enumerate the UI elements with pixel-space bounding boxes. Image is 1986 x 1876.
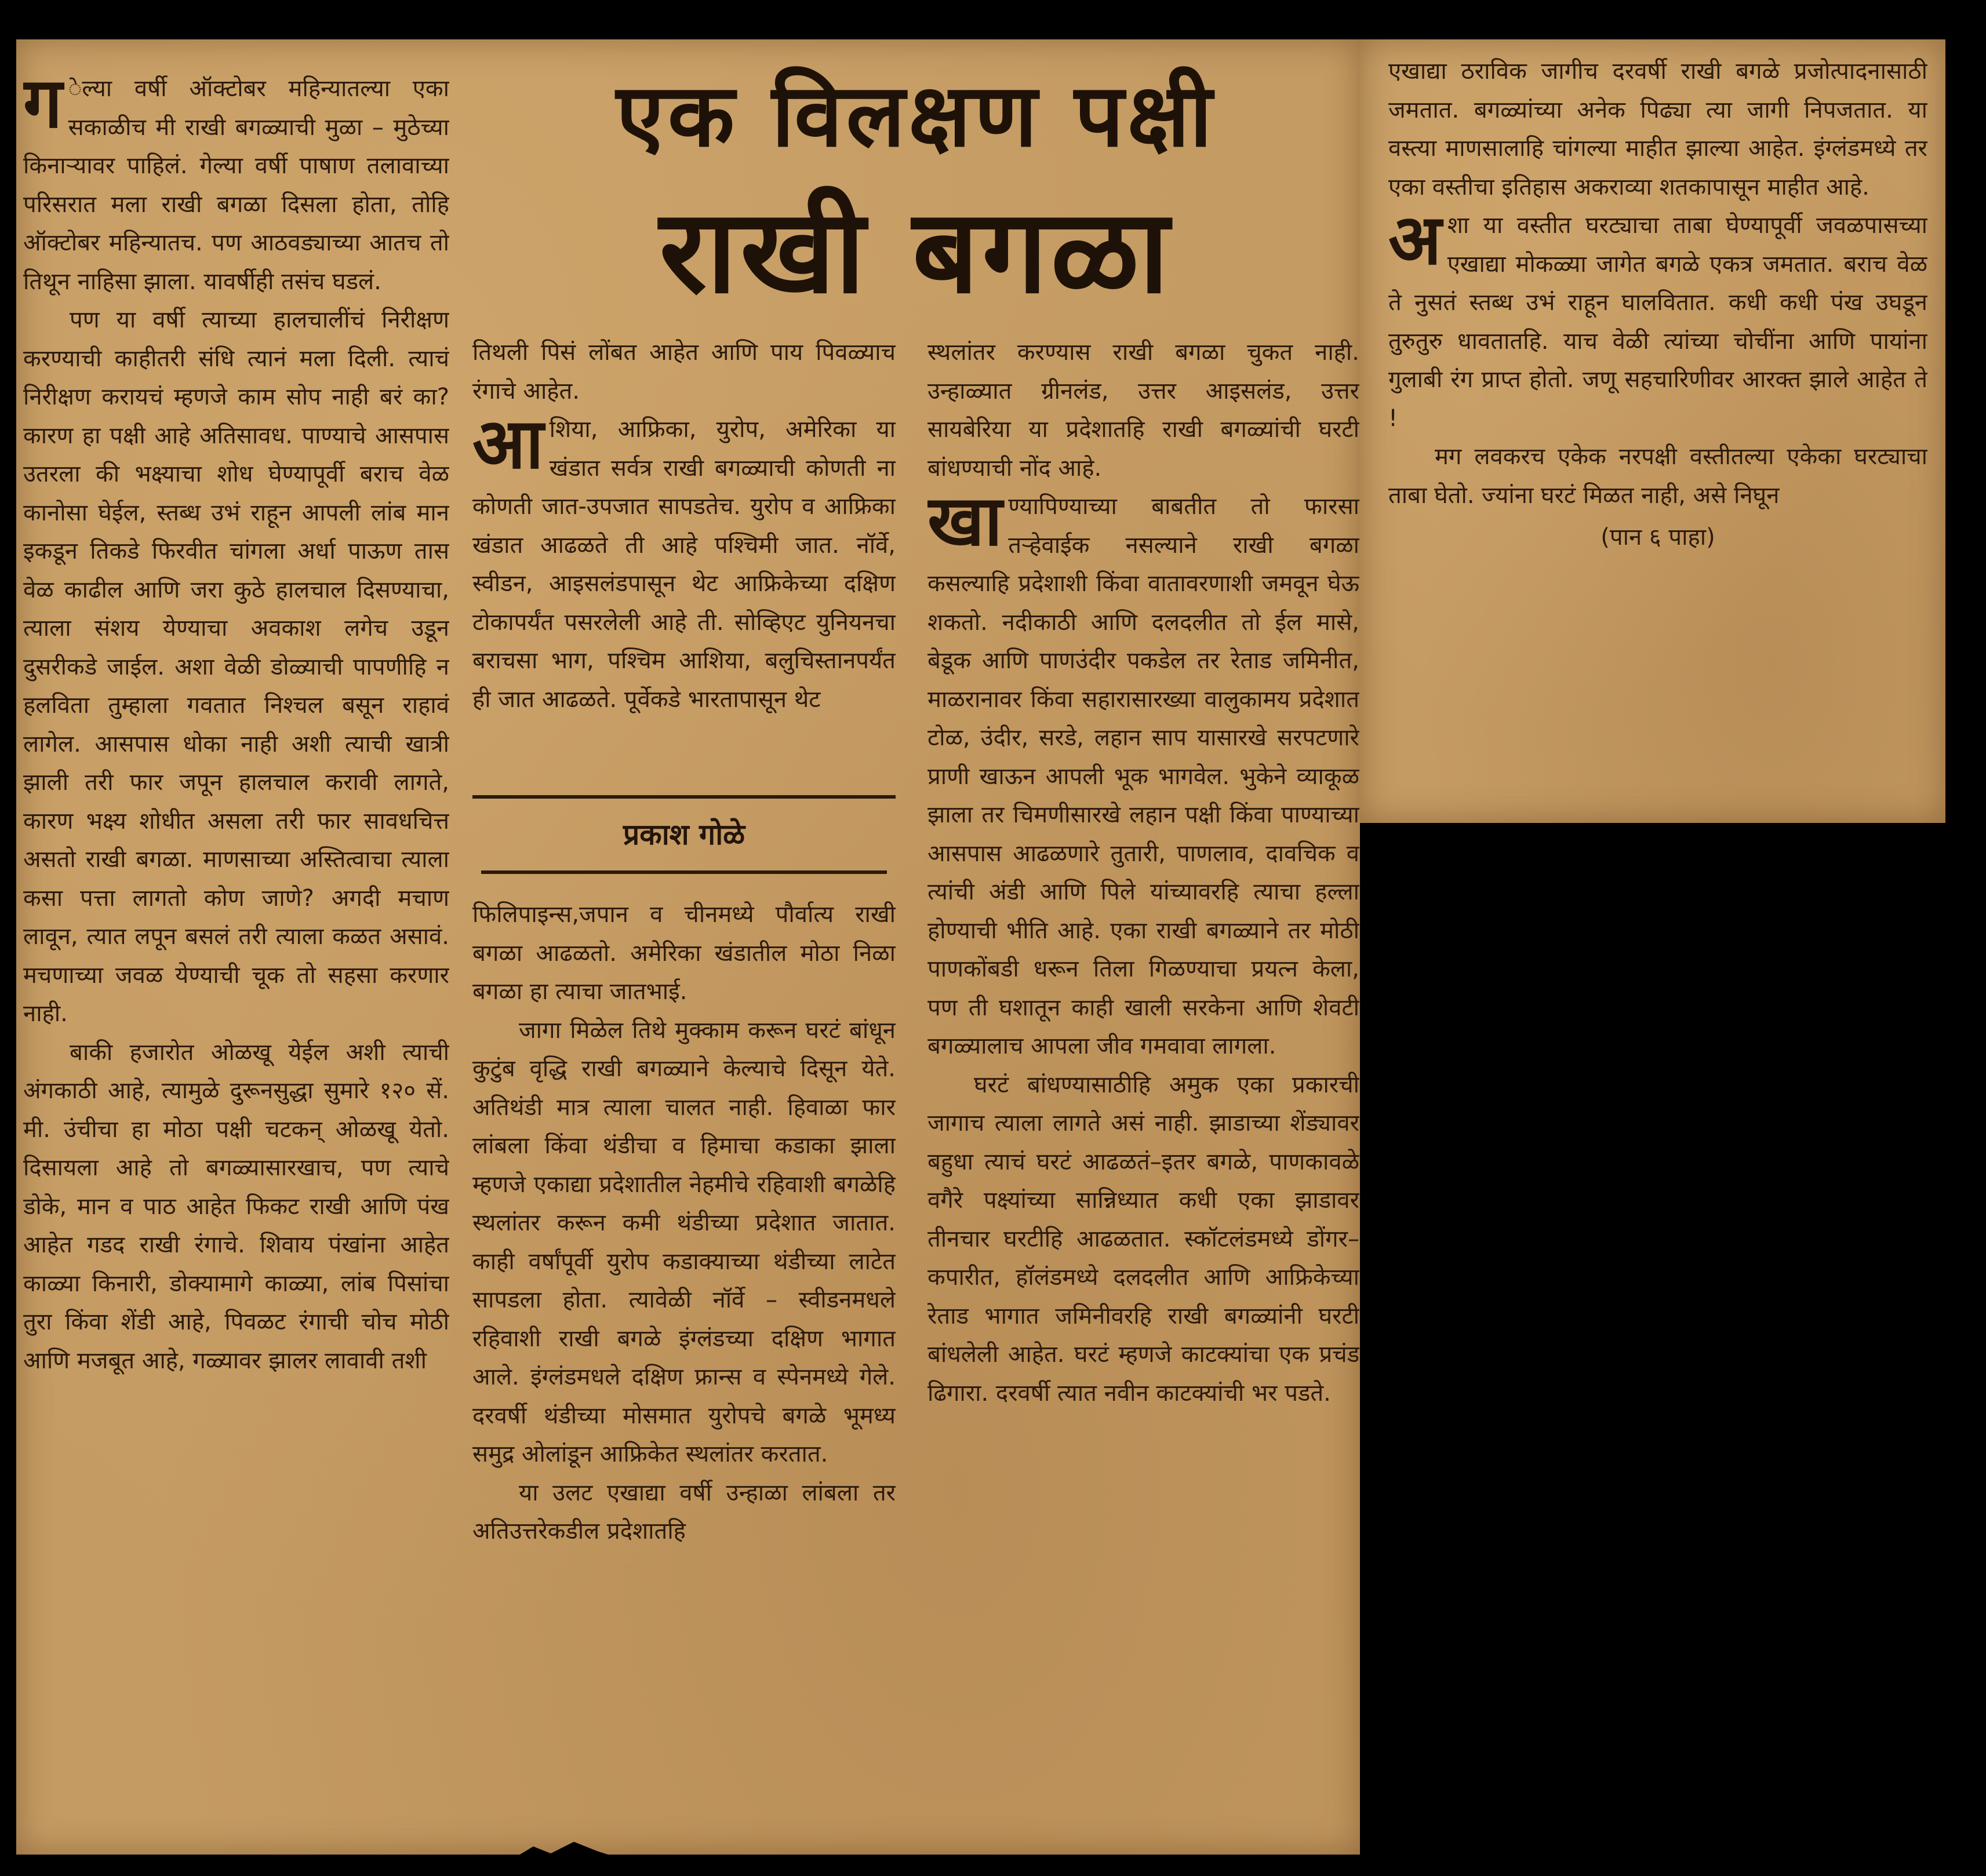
column3-dropcap: खा	[927, 481, 1003, 562]
column2b-paragraph-2: जागा मिळेल तिथे मुक्काम करून घरटं बांधून कुटुंब वृद्धि राखी बगळ्याने केल्याचे दिसून येते. अतिथंडी मात्र त्याला चालत नाही. हिवाळा फार लांबला किंवा थंडीचा व हिमाचा कडाका झाला म्हणजे एकाद्या प्रदेशातील नेहमीचे रहिवाशी बगळेहि स्थलांतर करून कमी थंडीच्या प्रदेशात जातात. काही वर्षांपूर्वी युरोप कडाक्याच्या थंडीच्या लाटेत सापडला होता. त्यावेळी नॉर्वे – स्वीडनमधले रहिवाशी राखी बगळे इंग्लंडच्या दक्षिण भागात आले. इंग्लंडमधले दक्षिण फ्रान्स व स्पेनमध्ये गेले. दरवर्षी थंडीच्या मोसमात युरोपचे बगळे भूमध्य समुद्र ओलांडून आफ्रिकेत स्थलांतर करतात.	[472, 1017, 896, 1467]
column2b-paragraph-1: फिलिपाइन्स,जपान व चीनमध्ये पौर्वात्य राखी बगळा आढळतो. अमेरिका खंडातील मोठा निळा बगळा हा त्याचा जातभाई.	[472, 901, 896, 1005]
column4-lead: एखाद्या ठराविक जागीच दरवर्षी राखी बगळे प्रजोत्पादनासाठी जमतात. बगळ्यांच्या अनेक पिढ्या त्या जागी निपजतात. या वस्त्या माणसालाहि चांगल्या माहीत झाल्या आहेत. इंग्लंडमध्ये तर एका वस्तीचा इतिहास अकराव्या शतकापासून माहीत आहे.	[1388, 58, 1927, 201]
article-column-2	[472, 333, 896, 774]
column1-dropcap: ग	[23, 70, 63, 144]
column2-dropcap: आ	[472, 404, 544, 485]
article-column-2-continued	[472, 895, 896, 1834]
column3-paragraph: खाण्यापिण्याच्या बाबतीत तो फारसा तऱ्हेवाईक नसल्याने राखी बगळा कसल्याहि प्रदेशाशी किंवा वातावरणाशी जमवून घेऊ शकतो. नदीकाठी आणि दलदलीत तो ईल मासे, बेडूक आणि पाणउंदीर पकडेल तर रेताड जमिनीत, माळरानावर किंवा सहारासारख्या वालुकामय प्रदेशात टोळ, उंदीर, सरडे, लहान साप यासारखे सरपटणारे प्राणी खाऊन आपली भूक भागवेल. भुकेने व्याकूळ झाला तर चिमणीसारखे लहान पक्षी किंवा पाण्याच्या आसपास आढळणारे तुतारी, पाणलाव, दावचिक व त्यांची अंडी आणि पिले यांच्यावरहि त्याचा हल्ला होण्याची भीति आहे. एका राखी बगळ्याने तर मोठी पाणकोंबडी धरून तिला गिळण्याचा प्रयत्न केला, पण ती घशातून काही खाली सरकेना आणि शेवटी बगळ्यालाच आपला जीव गमवावा लागला.	[927, 481, 1359, 1059]
column2-lead: तिथली पिसं लोंबत आहेत आणि पाय पिवळ्याच रंगाचे आहेत.	[472, 339, 896, 405]
column4-paragraph-2: मग लवकरच एकेक नरपक्षी वस्तीतल्या एकेका घरट्याचा ताबा घेतो. ज्यांना घरटं मिळत नाही, असे निघून	[1388, 443, 1927, 509]
column1-paragraph-2: पण या वर्षी त्याच्या हालचालींचं निरीक्षण करण्याची काहीतरी संधि त्यानं मला दिली. त्याचं निरीक्षण करायचं म्हणजे काम सोप नाही बरं का? कारण हा पक्षी आहे अतिसावध. पाण्याचे आसपास उतरला की भक्ष्याचा शोध घेण्यापूर्वी बराच वेळ कानोसा घेईल, स्तब्ध उभं राहून आपली लांब मान इकडून तिकडे फिरवीत चांगला अर्धा पाऊण तास वेळ काढील आणि जरा कुठे हालचाल दिसण्याचा, त्याला संशय येण्याचा अवकाश लगेच उडून दुसरीकडे जाईल. अशा वेळी डोळ्याची पापणीहि न हलविता तुम्हाला गवतात निश्चल बसून राहावं लागेल. आसपास धोका नाही अशी त्याची खात्री झाली तरी फार जपून हालचाल करावी लागते, कारण भक्ष्य शोधीत असला तरी फार सावधचित्त असतो राखी बगळा. माणसाच्या अस्तित्वाचा त्याला कसा पत्ता लागतो कोण जाणे? अगदी मचाण लावून, त्यात लपून बसलं तरी त्याला कळत असावं. मचणाच्या जवळ येण्याची चूक तो सहसा करणार नाही.	[23, 307, 449, 1027]
column3-paragraph-2: घरटं बांधण्यासाठीहि अमुक एका प्रकारची जागाच त्याला लागते असं नाही. झाडाच्या शेंड्यावर बहुधा त्याचं घरटं आढळतं–इतर बगळे, पाणकावळे वगैरे पक्ष्यांच्या सान्निध्यात कधी एका झाडावर तीनचार घरटीहि आढळतात. स्कॉटलंडमध्ये डोंगर–कपारीत, हॉलंडमध्ये दलदलीत आणि आफ्रिकेच्या रेताड भागात जमिनीवरहि राखी बगळ्यांनी घरटी बांधलेली आहेत. घरटं म्हणजे काटक्यांचा एक प्रचंड ढिगारा. दरवर्षी त्यात नवीन काटक्यांची भर पडते.	[927, 1071, 1359, 1407]
continued-note: (पान ६ पाहा)	[1601, 524, 1715, 551]
column2b-paragraph-3: या उलट एखाद्या वर्षी उन्हाळा लांबला तर अतिउत्तरेकडील प्रदेशातहि	[472, 1479, 896, 1544]
article-column-3	[927, 333, 1359, 1834]
article-column-4	[1388, 52, 1927, 771]
column3-lead: स्थलांतर करण्यास राखी बगळा चुकत नाही. उन्हाळ्यात ग्रीनलंड, उत्तर आइसलंड, उत्तर सायबेरिया या प्रदेशातहि राखी बगळ्यांची घरटी बांधण्याची नोंद आहे.	[927, 339, 1359, 482]
column1-paragraph-3: बाकी हजारोत ओळखू येईल अशी त्याची अंगकाठी आहे, त्यामुळे दुरूनसुद्धा सुमारे १२० सें. मी. उंचीचा हा मोठा पक्षी चटकन् ओळखू येतो. दिसायला आहे तो बगळ्यासारखाच, पण त्याचे डोके, मान व पाठ आहेत फिकट राखी आणि पंख आहेत गडद राखी रंगाचे. शिवाय पंखांना आहेत काळ्या किनारी, डोक्यामागे काळ्या, लांब पिसांचा तुरा किंवा शेंडी आहे, पिवळट रंगाची चोच मोठी आणि मजबूत आहे, गळ्यावर झालर लावावी तशी	[23, 1039, 449, 1374]
headline-line2: राखी बगळा	[659, 184, 1173, 319]
byline: प्रकाश गोळे	[623, 818, 745, 851]
column1-paragraph-1: ग ेल्या वर्षी ऑक्टोबर महिन्यातल्या एका सकाळीच मी राखी बगळ्याची मुळा – मुठेच्या किनाऱ्यावर पाहिलं. गेल्या वर्षी पाषाण तलावाच्या परिसरात मला राखी बगळा दिसला होता, तोहि ऑक्टोबर महिन्यातच. पण आठवड्याच्या आतच तो तिथून नाहिसा झाला. यावर्षीही तसंच घडलं.	[23, 70, 449, 295]
byline-rule-top	[472, 795, 896, 799]
article-column-1	[23, 70, 449, 1831]
column2-paragraph: आशिया, आफ्रिका, युरोप, अमेरिका या खंडात सर्वत्र राखी बगळ्याची कोणती ना कोणती जात-उपजात सापडतेच. युरोप व आफ्रिका खंडात आढळते ती आहे पश्चिमी जात. नॉर्वे, स्वीडन, आइसलंडपासून थेट आफ्रिकेच्या दक्षिण टोकापर्यंत पसरलेली आहे ती. सोव्हिएट युनियनचा बराचसा भाग, पश्चिम आशिया, बलुचिस्तानपर्यंत ही जात आढळते. पूर्वेकडे भारतापासून थेट	[472, 404, 896, 713]
column4-paragraph: अशा या वस्तीत घरट्याचा ताबा घेण्यापूर्वी जवळपासच्या एखाद्या मोकळ्या जागेत बगळे एकत्र जमतात. बराच वेळ ते नुसतं स्तब्ध उभं राहून घालवितात. कधी कधी पंख उघडून तुरुतुरु धावतातहि. याच वेळी त्यांच्या चोचींना आणि पायांना गुलाबी रंग प्राप्त होतो. जणू सहचारिणीवर आरक्त झाले आहेत ते !	[1388, 200, 1927, 432]
headline-line1: एक विलक्षण पक्षी	[616, 65, 1216, 166]
column4-dropcap: अ	[1388, 200, 1442, 281]
byline-rule-bottom	[481, 870, 887, 874]
